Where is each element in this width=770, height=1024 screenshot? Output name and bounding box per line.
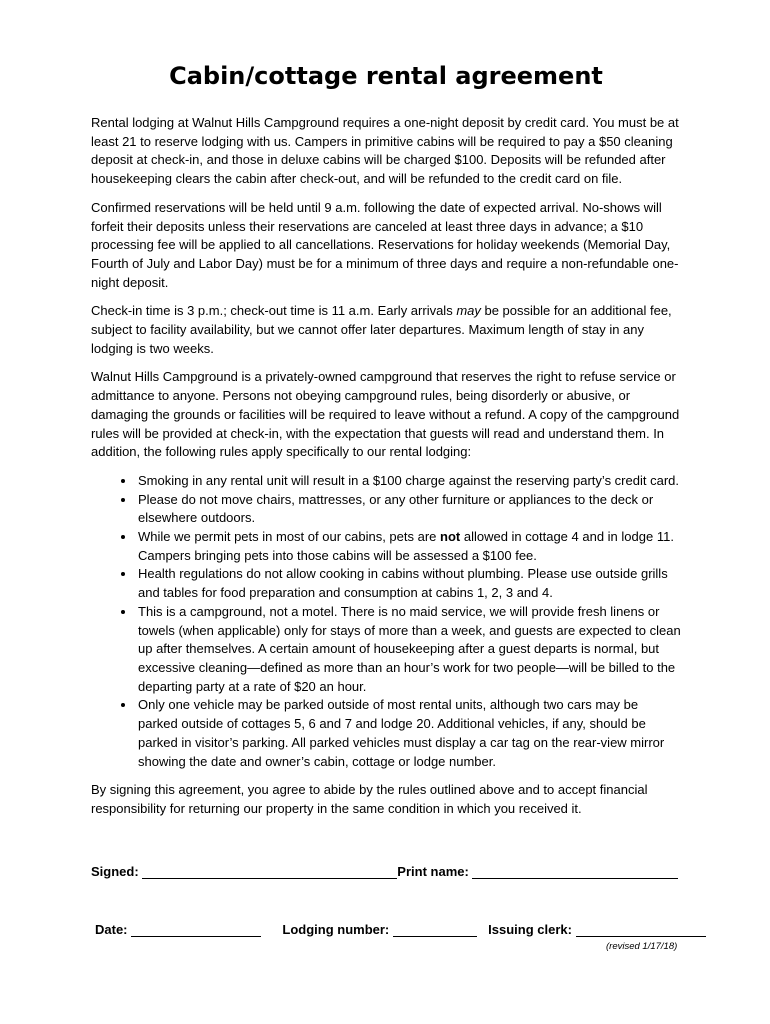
rule-pets [136,528,681,565]
agreement-paragraph: By signing this agreement, you agree to abide by the rules outlined above and to accept financial responsibility for returning our property in the same condition in which you received it. [91,782,648,816]
rule-cooking: • Health regulations do not allow cooking in cabins without plumbing. Please use outside grills and tables for food preparation and consumption at cabins 1, 2, 3 and 4. [136,565,681,602]
rule-vehicles: • Only one vehicle may be parked outside of most rental units, although two cars may be parked outside of cottages 5, 6 and 7 and lodge 20. Additional vehicles, if any, should be parked in visitor’s parking. All parked vehicles must display a car tag on the rear-view mirror showing the date and owner’s cabin, cottage or lodge number. [136,696,681,771]
reservation-paragraph: Confirmed reservations will be held until 9 a.m. following the date of expected arrival. No-shows will forfeit their deposits unless their reservations are canceled at least three days in advance; a $10 processing fee will be applied to all cancellations. Reservations for holiday weekends (Memorial Day, Fourth of July and Labor Day) must be for a minimum of three days and require a non-refundable one-night deposit. [91,199,679,290]
issuing-clerk-field[interactable] [576,922,706,937]
rule-pets-bold: not [440,529,461,545]
checkin-text-a: Check-in time is 3 p.m.; check-out time is 11 a.m. Early arrivals [91,303,457,319]
checkin-text-b: be possible for an additional fee, subject to facility availability, but we cannot offer later departures. Maximum length of stay in any lodging is two weeks. [91,303,672,356]
policy-paragraph: Walnut Hills Campground is a privately-owned campground that reserves the right to refuse service or admittance to anyone. Persons not obeying campground rules, being disorderly or abusive, or damaging the grounds or facilities will be required to leave without a refund. A copy of the campground rules will be provided at check-in, with the expectation that guests will read and understand them. In addition, the following rules apply specifically to our rental lodging: [91,369,680,460]
signed-field[interactable] [142,864,397,879]
print-name-field[interactable] [472,864,678,879]
rule-smoking: • Smoking in any rental unit will result in a $100 charge against the reserving party’s credit card. [136,472,681,491]
date-label: Date: [95,922,128,937]
checkin-emphasis: may [456,303,481,319]
lodging-number-label: Lodging number: [282,922,390,937]
details-row [95,922,706,937]
date-field[interactable] [131,922,261,937]
signed-label: Signed: [91,864,139,879]
rules-list [91,472,681,771]
agreement-document [91,60,681,829]
rule-pets-text-a: While we permit pets in most of our cabins, pets are [138,529,441,545]
rule-housekeeping: • This is a campground, not a motel. There is no maid service, we will provide fresh linens or towels (when applicable) only for stays of more than a week, and guests are expected to clean up after themselves. A certain amount of housekeeping after a guest departs is normal, but excessive cleaning—defined as more than an hour’s work for two people—will be billed to the departing party at a rate of $20 an hour. [136,603,681,697]
issuing-clerk-label: Issuing clerk: [488,922,572,937]
rule-furniture: • Please do not move chairs, mattresses, or any other furniture or appliances to the deck or elsewhere outdoors. [136,491,681,528]
checkin-paragraph [91,302,681,358]
signature-row [91,864,678,879]
revision-note: (revised 1/17/18) [606,941,678,952]
deposit-paragraph: Rental lodging at Walnut Hills Campground requires a one-night deposit by credit card. You must be at least 21 to reserve lodging with us. Campers in primitive cabins will be required to pay a $50 cleaning deposit at check-in, and those in deluxe cabins will be charged $100. Deposits will be refunded after housekeeping clears the cabin after check-out, and will be refunded to the credit card on file. [91,115,679,187]
rule-pets-text-b: allowed in cottage 4 and in lodge 11. Campers bringing pets into those cabins will be assessed a $100 fee. [138,529,674,563]
lodging-number-field[interactable] [393,922,477,937]
print-name-label: Print name: [397,864,469,879]
document-title: Cabin/cottage rental agreement [169,62,603,90]
